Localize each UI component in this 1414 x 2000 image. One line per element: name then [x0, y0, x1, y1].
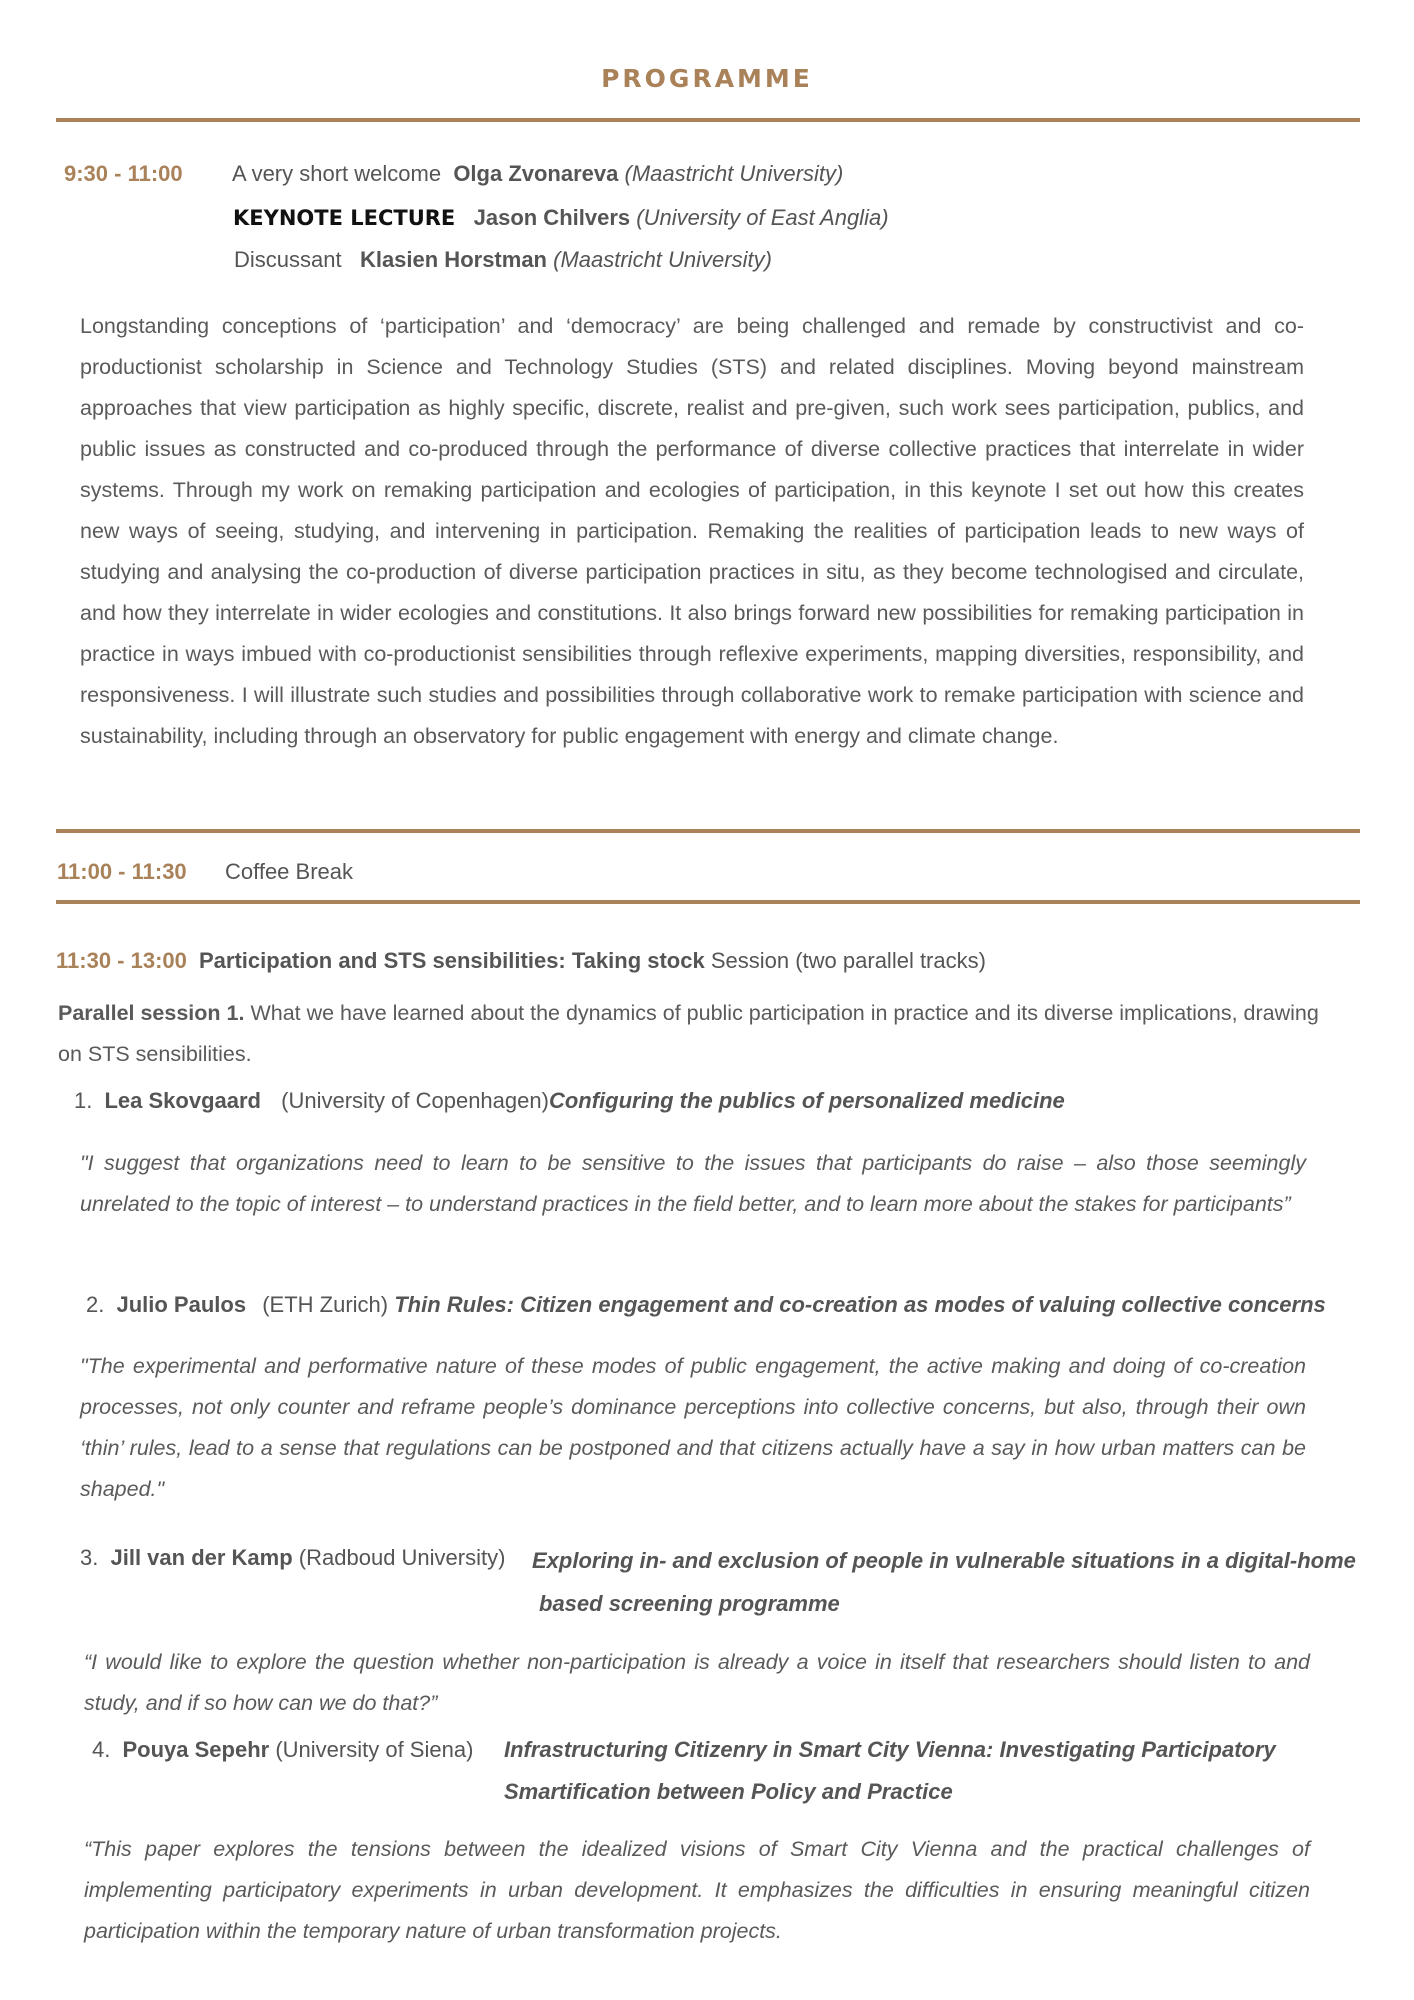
talk-number: 1. — [74, 1088, 93, 1113]
session2-title: Participation and STS sensibilities: Taking stock — [199, 948, 705, 973]
talk-speaker: Julio Paulos — [116, 1292, 247, 1317]
parallel-session-description — [58, 993, 1348, 1075]
discussant-line — [234, 247, 772, 273]
session1-time: 9:30 - 11:00 — [64, 161, 183, 186]
talk-speaker: Jill van der Kamp — [110, 1545, 293, 1570]
talk-affiliation: (University of Copenhagen) — [281, 1088, 549, 1113]
talk-item — [92, 1737, 473, 1763]
welcome-line — [232, 161, 843, 187]
welcome-label: A very short welcome — [232, 161, 442, 186]
keynote-line — [233, 205, 889, 231]
talk-quote: "The experimental and performative nature of these modes of public engagement, the active making and doing of co-creation processes, not only counter and reframe people’s dominance perceptions into collective concerns, but also, through their own ‘thin’ rules, lead to a sense that regulations can be postponed and that citizens actually have a say in how urban matters can be shaped." — [80, 1354, 1306, 1501]
talk-item — [74, 1088, 1065, 1114]
keynote-abstract: Longstanding conceptions of ‘participation’ and ‘democracy’ are being challenged and remade by constructivist and co-productionist scholarship in Science and Technology Studies (STS) and related disciplines. Moving beyond mainstream approaches that view participation as highly specific, discrete, realist and pre-given, such work sees participation, publics, and public issues as constructed and co-produced through the performance of diverse collective practices that interrelate in wider systems. Through my work on remaking participation and ecologies of participation, in this keynote I set out how this creates new ways of seeing, studying, and intervening in participation. Remaking the realities of participation leads to new ways of studying and analysing the co-production of diverse participation practices in situ, as they become technologised and circulate, and how they interrelate in wider ecologies and constitutions. It also brings forward new possibilities for remaking participation in practice in ways imbued with co-productionist sensibilities through reflexive experiments, mapping diversities, responsibility, and responsiveness. I will illustrate such studies and possibilities through collaborative work to remake participation with science and sustainability, including through an observatory for public engagement with energy and climate change. — [80, 314, 1304, 748]
talk-title: Infrastructuring Citizenry in Smart City Vienna: Investigating Participatory — [504, 1737, 1276, 1762]
session2-subtitle: Session (two parallel tracks) — [710, 948, 986, 973]
coffee-label: Coffee Break — [225, 859, 354, 884]
talk-number: 2. — [86, 1292, 105, 1317]
parallel-session-text: What we have learned about the dynamics of public participation in practice and its diverse implications, drawing on STS sensibilities. — [58, 1001, 1319, 1066]
welcome-name: Olga Zvonareva — [453, 161, 619, 186]
talk-speaker: Pouya Sepehr — [122, 1737, 270, 1762]
talk-quote: “I would like to explore the question whether non-participation is already a voice in itself that researchers should listen to and study, and if so how can we do that?” — [84, 1650, 1310, 1715]
talk-quote: “This paper explores the tensions between the idealized visions of Smart City Vienna and the practical challenges of implementing participatory experiments in urban development. It emphasizes the difficulties in ensuring meaningful citizen participation within the temporary nature of urban transformation projects. — [84, 1837, 1310, 1943]
talk-affiliation: (Radboud University) — [298, 1545, 506, 1570]
talk-title: Configuring the publics of personalized medicine — [548, 1088, 1065, 1113]
parallel-session-label: Parallel session 1. — [58, 1001, 245, 1025]
talk-number: 3. — [80, 1545, 99, 1570]
talk-item — [80, 1545, 505, 1571]
discussant-label: Discussant — [234, 247, 342, 272]
talk-item — [86, 1292, 1326, 1318]
talk-number: 4. — [92, 1737, 111, 1762]
talk-title-continued: based screening programme — [539, 1591, 840, 1616]
talk-title-continued: Smartification between Policy and Practice — [504, 1779, 953, 1804]
discussant-name: Klasien Horstman — [359, 247, 547, 272]
welcome-affiliation: (Maastricht University) — [624, 161, 844, 186]
keynote-label: KEYNOTE LECTURE — [233, 206, 456, 230]
keynote-name: Jason Chilvers — [473, 205, 631, 230]
keynote-affiliation: (University of East Anglia) — [636, 205, 889, 230]
talk-quote: "I suggest that organizations need to learn to be sensitive to the issues that participants do raise – also those seemingly unrelated to the topic of interest – to understand practices in the field better, and to learn more about the stakes for participants” — [80, 1151, 1306, 1216]
talk-affiliation: (University of Siena) — [275, 1737, 474, 1762]
session2-time: 11:30 - 13:00 — [56, 948, 187, 973]
talk-affiliation: (ETH Zurich) — [262, 1292, 389, 1317]
coffee-time: 11:00 - 11:30 — [57, 859, 187, 884]
talk-speaker: Lea Skovgaard — [104, 1088, 261, 1113]
talk-title: Exploring in- and exclusion of people in vulnerable situations in a digital-home — [532, 1548, 1356, 1573]
header-divider — [56, 118, 1360, 122]
session2-header — [56, 948, 986, 974]
section-divider — [56, 829, 1360, 833]
section-divider — [56, 900, 1360, 904]
page-title: PROGRAMME — [601, 64, 813, 93]
talk-title: Thin Rules: Citizen engagement and co-creation as modes of valuing collective concerns — [394, 1292, 1326, 1317]
discussant-affiliation: (Maastricht University) — [553, 247, 772, 272]
